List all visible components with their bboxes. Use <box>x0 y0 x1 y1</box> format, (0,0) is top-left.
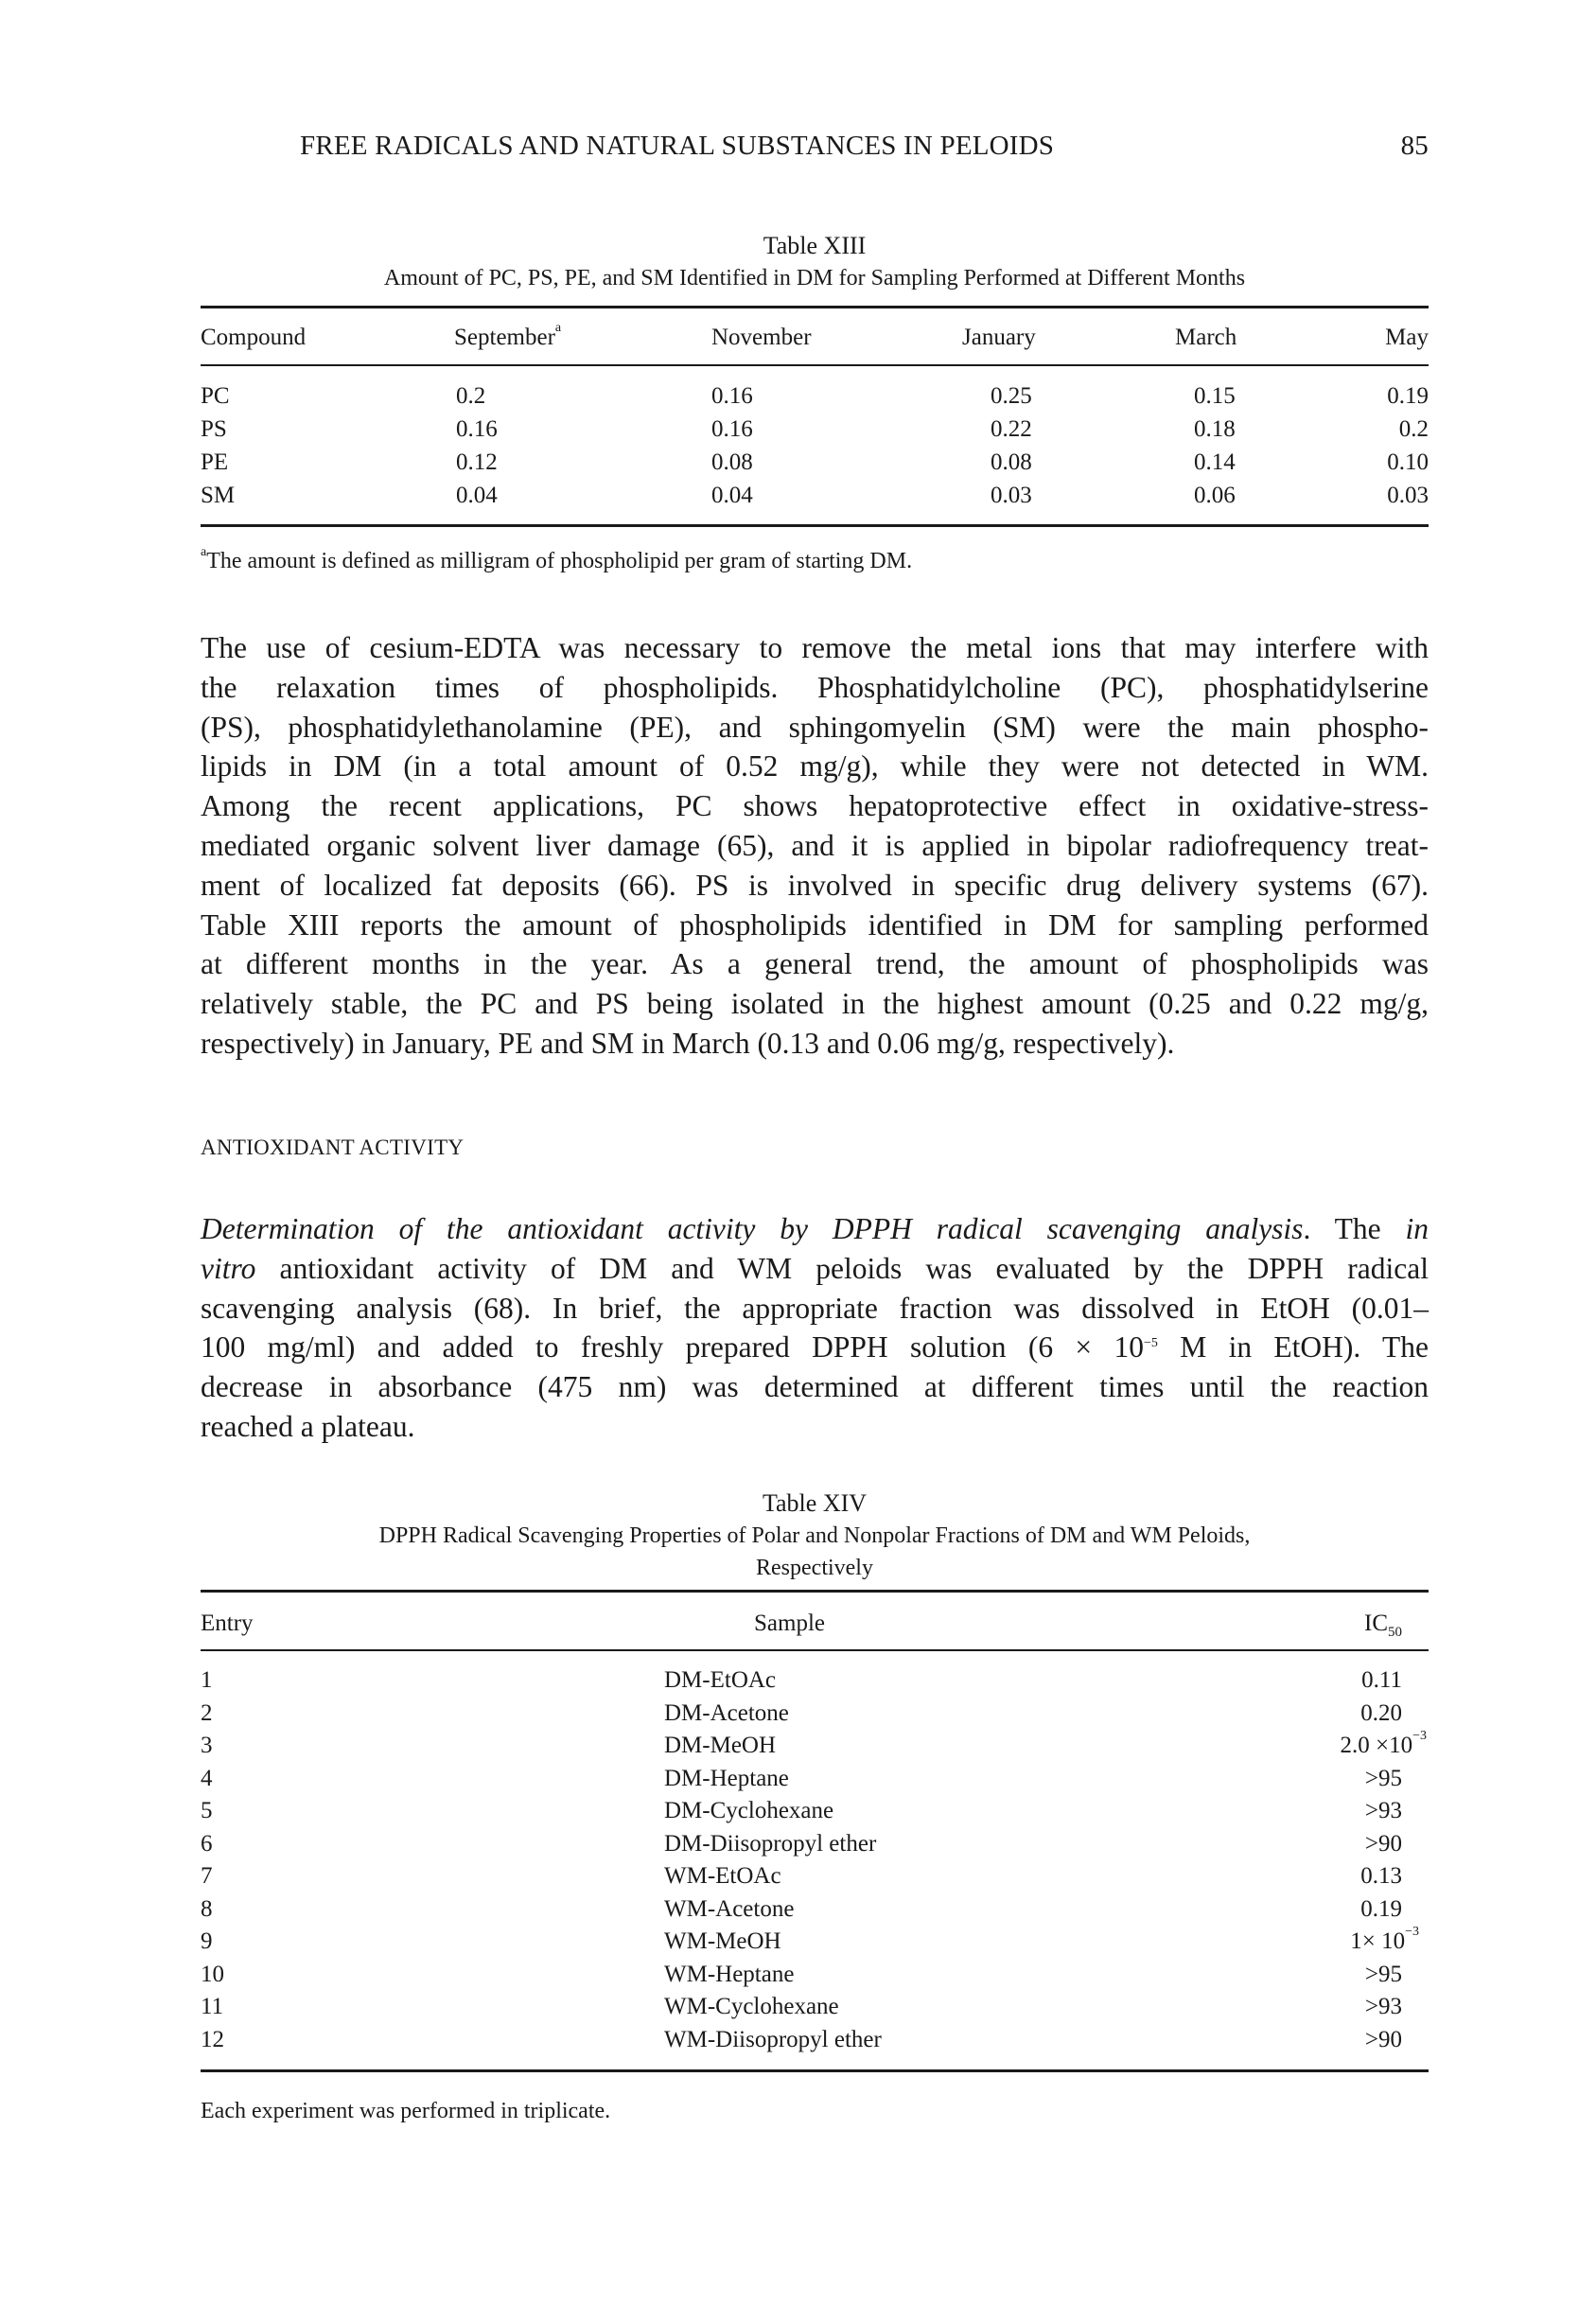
cell: 0.16 <box>711 416 753 442</box>
text-line <box>201 1249 1429 1289</box>
table14-top-rule <box>201 1590 1429 1593</box>
ic-value: >95 <box>1364 1961 1402 1987</box>
table13-header-march: March <box>1175 325 1237 350</box>
ic-value: >90 <box>1364 1830 1402 1857</box>
cell-ic50 <box>1365 1766 1402 1792</box>
table-row <box>201 1831 1429 1864</box>
table13-title: Amount of PC, PS, PE, and SM Identified in DM for Sampling Performed at Different Months <box>383 266 1246 290</box>
cell-sample: WM-Acetone <box>664 1895 795 1922</box>
table-row <box>201 483 1429 517</box>
cell-entry: 6 <box>201 1830 213 1857</box>
table13-footnote <box>201 545 913 574</box>
cell-ic50 <box>1361 1667 1402 1694</box>
exponent: −5 <box>1144 1336 1158 1351</box>
page-number: 85 <box>1400 131 1429 161</box>
text-line: decrease in absorbance (475 nm) was determined at different times until the reaction <box>201 1370 1429 1404</box>
table14-header-entry: Entry <box>201 1611 254 1636</box>
ic-value: 0.13 <box>1360 1863 1402 1889</box>
table14-title-line2: Respectively <box>756 1556 873 1580</box>
footnote-mark: a <box>554 321 562 335</box>
cell-ic50 <box>1360 1700 1402 1727</box>
cell: 0.16 <box>711 383 753 409</box>
text-line: lipids in DM (in a total amount of 0.52 mg/g), while they were not detected in WM. <box>201 749 1429 783</box>
text-line <box>201 1328 1429 1367</box>
cell: 0.03 <box>991 483 1032 508</box>
cell: PE <box>201 449 229 475</box>
cell-sample: DM-Heptane <box>664 1765 789 1791</box>
cell: 0.22 <box>991 416 1032 442</box>
cell: 0.04 <box>456 483 498 508</box>
text-line: Among the recent applications, PC shows hepatoprotective effect in oxidative-stress- <box>201 789 1429 823</box>
text-line: ment of localized fat deposits (66). PS is involved in specific drug delivery systems (67). <box>201 868 1429 902</box>
cell-entry: 9 <box>201 1928 213 1954</box>
text-line: respectively) in January, PE and SM in March (0.13 and 0.06 mg/g, respectively). <box>201 1026 1175 1060</box>
ic-value: 0.19 <box>1360 1895 1402 1922</box>
cell-sample: WM-MeOH <box>664 1928 781 1954</box>
table14-header-ic50 <box>1364 1611 1402 1641</box>
cell-sample: DM-Cyclohexane <box>664 1798 834 1823</box>
table-row <box>201 2027 1429 2060</box>
italic-text: vitro <box>201 1251 256 1285</box>
cell-entry: 4 <box>201 1765 213 1791</box>
cell-entry: 5 <box>201 1798 213 1823</box>
table14-footnote: Each experiment was performed in triplicate. <box>201 2099 611 2123</box>
cell-entry: 8 <box>201 1895 213 1922</box>
table13-caption <box>201 230 1429 294</box>
cell: 0.19 <box>1387 383 1429 409</box>
table14-header-rule <box>201 1649 1429 1651</box>
text-line: the relaxation times of phospholipids. Phosphatidylcholine (PC), phosphatidylserine <box>201 670 1429 704</box>
table14-bottom-rule <box>201 2069 1429 2072</box>
table14-label: Table XIV <box>762 1489 868 1517</box>
cell: 0.06 <box>1194 483 1236 508</box>
table-row <box>201 383 1429 417</box>
table-row <box>201 1729 1429 1766</box>
table13-header-compound: Compound <box>201 325 307 350</box>
text-line: reached a plateau. <box>201 1409 415 1443</box>
table-row <box>201 1994 1429 2027</box>
table-row <box>201 1667 1429 1700</box>
section-heading: ANTIOXIDANT ACTIVITY <box>201 1135 465 1159</box>
cell: 0.2 <box>1398 416 1429 442</box>
text-line: mediated organic solvent liver damage (65), and it is applied in bipolar radiofrequency treat- <box>201 828 1429 862</box>
cell-sample: DM-Diisopropyl ether <box>664 1830 877 1857</box>
ic-label: IC <box>1364 1611 1388 1636</box>
ic-value: >93 <box>1364 1994 1402 2019</box>
cell-ic50 <box>1360 1896 1402 1923</box>
table13-footnote-text: The amount is defined as milligram of phospholipid per gram of starting DM. <box>206 549 913 573</box>
cell: 0.18 <box>1194 416 1236 442</box>
body-paragraph-1 <box>201 628 1429 1064</box>
table13-header-november: November <box>711 325 812 350</box>
text-run: antioxidant activity of DM and WM peloids was evaluated by the DPPH radical <box>255 1251 1429 1285</box>
cell: SM <box>201 483 236 508</box>
table13-header-may: May <box>1385 325 1429 350</box>
table14-header-row <box>201 1611 1429 1644</box>
table13-label: Table XIII <box>763 232 867 259</box>
text-line: relatively stable, the PC and PS being isolated in the highest amount (0.25 and 0.22 mg/g, <box>201 987 1429 1021</box>
cell: 0.25 <box>991 383 1032 409</box>
ic-value: >90 <box>1364 2026 1402 2052</box>
table13-bottom-rule <box>201 524 1429 527</box>
cell-ic50 <box>1360 1863 1402 1890</box>
table-row <box>201 1962 1429 1995</box>
table13-top-rule <box>201 306 1429 308</box>
table-row <box>201 1766 1429 1799</box>
text-line: Table XIII reports the amount of phospholipids identified in DM for sampling performed <box>201 907 1429 942</box>
table13-header-september <box>454 321 562 351</box>
ic-value: 1× 10 <box>1350 1928 1406 1954</box>
table13-header-row <box>201 321 1429 359</box>
table-row <box>201 1896 1429 1929</box>
text-line: (PS), phosphatidylethanolamine (PE), and sphingomyelin (SM) were the main phospho- <box>201 710 1429 744</box>
table-row <box>201 449 1429 484</box>
cell: 0.16 <box>456 416 498 442</box>
table-row <box>201 416 1429 450</box>
footnote-mark: a <box>201 545 207 559</box>
table14-title-line1: DPPH Radical Scavenging Properties of Polar and Nonpolar Fractions of DM and WM Peloids, <box>378 1523 1251 1548</box>
table-row <box>201 1798 1429 1831</box>
cell-sample: WM-Heptane <box>664 1961 795 1987</box>
cell-sample: WM-Cyclohexane <box>664 1994 839 2019</box>
cell-ic50 <box>1365 1962 1402 1988</box>
cell-ic50 <box>1365 2027 1402 2053</box>
cell-ic50 <box>1350 1925 1419 1955</box>
ic-subscript: 50 <box>1388 1625 1402 1640</box>
cell-entry: 12 <box>201 2026 224 2052</box>
text-line: The use of cesium-EDTA was necessary to remove the metal ions that may interfere with <box>201 631 1429 664</box>
cell: PC <box>201 383 230 409</box>
running-head-title: FREE RADICALS AND NATURAL SUBSTANCES IN PELOIDS <box>300 131 1055 161</box>
cell-ic50 <box>1340 1729 1427 1759</box>
table13-header-september-text: September <box>454 325 555 350</box>
cell-entry: 7 <box>201 1863 213 1889</box>
cell-sample: WM-EtOAc <box>664 1863 781 1889</box>
text-line <box>201 1209 1429 1249</box>
table-row <box>201 1863 1429 1896</box>
exponent: −3 <box>1405 1925 1419 1939</box>
cell-entry: 2 <box>201 1699 213 1726</box>
ic-value: >95 <box>1364 1765 1402 1791</box>
cell-entry: 1 <box>201 1667 213 1693</box>
cell-sample: DM-EtOAc <box>664 1667 777 1693</box>
text-line: scavenging analysis (68). In brief, the appropriate fraction was dissolved in EtOH (0.01– <box>201 1291 1429 1325</box>
cell-sample: DM-Acetone <box>664 1699 789 1726</box>
cell: 0.12 <box>456 449 498 475</box>
cell: 0.14 <box>1194 449 1236 475</box>
table14-caption <box>201 1487 1429 1584</box>
table13-header-rule <box>201 364 1429 366</box>
ic-value: 0.11 <box>1361 1667 1402 1693</box>
table-row <box>201 1700 1429 1734</box>
text-run: . The <box>1303 1212 1406 1245</box>
italic-run-in-heading: Determination of the antioxidant activity by DPPH radical scavenging analysis <box>201 1212 1304 1245</box>
exponent: −3 <box>1412 1729 1427 1743</box>
table13-header-january: January <box>962 325 1036 350</box>
cell: 0.15 <box>1194 383 1236 409</box>
italic-text: in <box>1405 1212 1429 1245</box>
cell: 0.03 <box>1387 483 1429 508</box>
cell: 0.08 <box>991 449 1032 475</box>
cell-entry: 10 <box>201 1961 224 1987</box>
cell-sample: DM-MeOH <box>664 1733 777 1758</box>
cell: 0.2 <box>456 383 486 409</box>
table14-header-sample: Sample <box>754 1611 825 1636</box>
body-paragraph-2 <box>201 1209 1429 1447</box>
cell: PS <box>201 416 227 442</box>
ic-value: >93 <box>1364 1798 1402 1823</box>
cell-ic50 <box>1365 1798 1402 1824</box>
text-run: M in EtOH). The <box>1157 1330 1429 1364</box>
cell: 0.08 <box>711 449 753 475</box>
cell-ic50 <box>1365 1831 1402 1857</box>
cell-entry: 3 <box>201 1733 213 1758</box>
text-run: 100 mg/ml) and added to freshly prepared DPPH solution (6 × 10 <box>201 1330 1144 1364</box>
cell: 0.10 <box>1387 449 1429 475</box>
ic-value: 0.20 <box>1360 1699 1402 1726</box>
cell-sample: WM-Diisopropyl ether <box>664 2026 882 2052</box>
text-line: at different months in the year. As a general trend, the amount of phospholipids was <box>201 947 1429 981</box>
cell-ic50 <box>1365 1994 1402 2020</box>
table-row <box>201 1925 1429 1962</box>
cell-entry: 11 <box>201 1994 224 2019</box>
cell: 0.04 <box>711 483 753 508</box>
ic-value: 2.0 ×10 <box>1340 1733 1413 1758</box>
